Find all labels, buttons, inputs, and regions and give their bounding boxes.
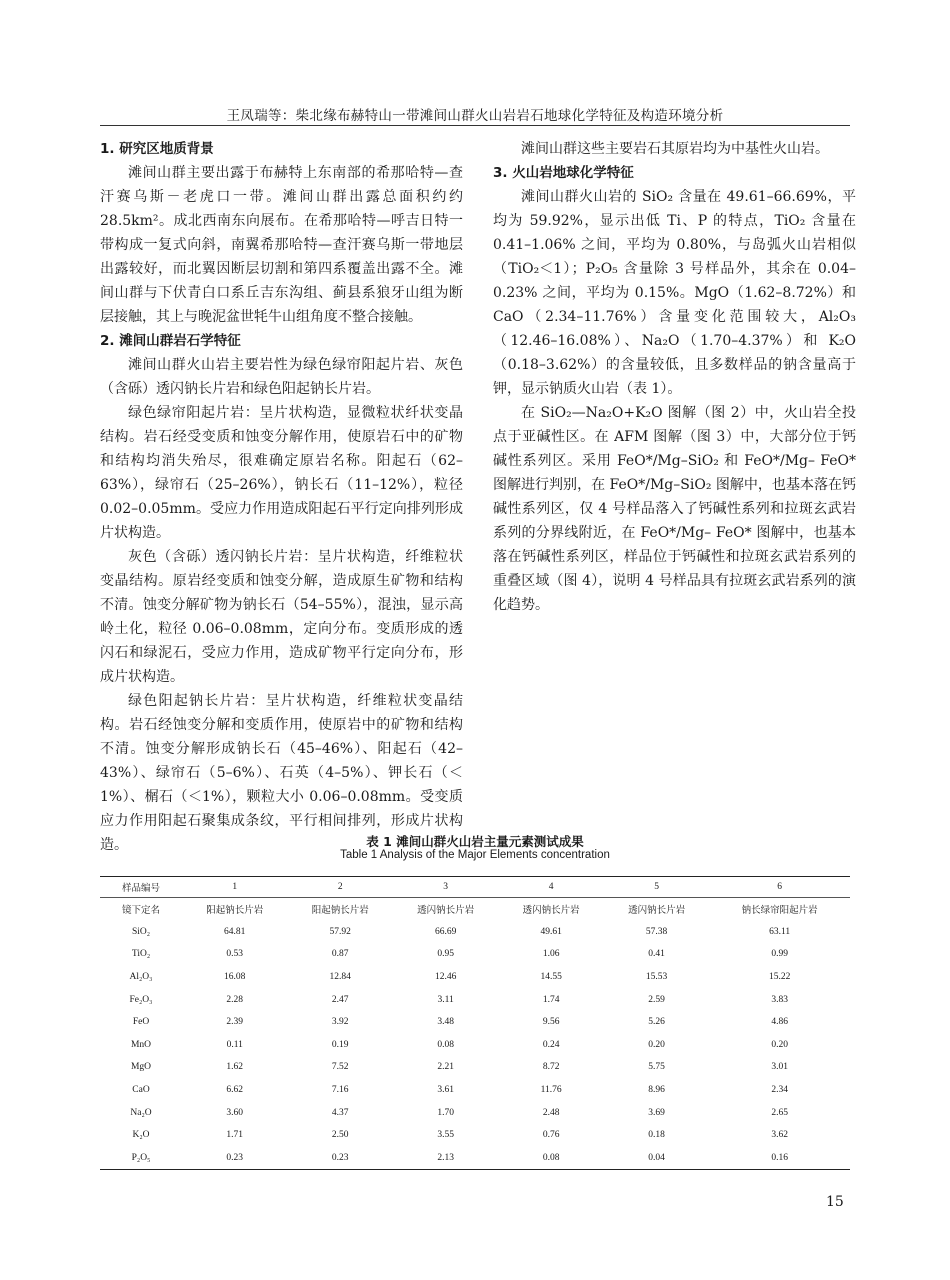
table-cell: 11.76 xyxy=(540,1085,562,1096)
table-cell: 64.81 xyxy=(224,926,246,937)
table-cell: 0.53 xyxy=(226,949,244,960)
table-cell: 3.83 xyxy=(771,994,788,1005)
table-cell: 0.08 xyxy=(498,1147,603,1170)
header-cell: 6 xyxy=(709,877,850,898)
table-cell: 7.16 xyxy=(331,1085,349,1096)
table-cell: 4.86 xyxy=(771,1017,788,1028)
table-cell: 0.19 xyxy=(331,1039,349,1050)
table-cell: 2.13 xyxy=(393,1147,498,1170)
table-cell: MgO xyxy=(130,1062,152,1073)
left-column xyxy=(100,137,463,857)
table-cell: 0.20 xyxy=(648,1039,665,1050)
table-cell: 0.99 xyxy=(771,949,788,960)
table-row xyxy=(100,966,850,989)
section-2-paragraph-3: 灰色（含砾）透闪钠长片岩：呈片状构造，纤维粒状变晶结构。原岩经变质和蚀变分解，造成原生矿物和结构不清。蚀变分解矿物为钠长石（54–55%），混浊，显示高岭土化，粒径 0.06–0.08mm，定向分布。变质形成的透闪石和绿泥石，受应力作用，造成矿物平行定向分布，形成片状构造。 xyxy=(100,549,463,685)
header-cell: 5 xyxy=(604,877,709,898)
table-cell: 7.52 xyxy=(331,1062,349,1073)
table-cell: 8.72 xyxy=(542,1062,560,1073)
table-cell: 12.84 xyxy=(329,972,351,983)
table-cell: Na₂O xyxy=(130,1107,152,1118)
table-row xyxy=(100,988,850,1011)
table-cell: 0.23 xyxy=(287,1147,392,1170)
table-cell: 透闪钠长片岩 xyxy=(628,906,686,917)
table-row xyxy=(100,1101,850,1124)
table-row xyxy=(100,921,850,944)
section-2-paragraph-5: 滩间山群这些主要岩石其原岩均为中基性火山岩。 xyxy=(521,141,829,157)
header-cell: 2 xyxy=(287,877,392,898)
table-row xyxy=(100,1011,850,1034)
table-row xyxy=(100,1079,850,1102)
running-header: 王凤瑞等：柴北缘布赫特山一带滩间山群火山岩岩石地球化学特征及构造环境分析 xyxy=(226,108,724,124)
section-1-paragraph: 滩间山群主要出露于布赫特上东南部的希那哈特—查汗赛乌斯－老虎口一带。滩间山群出露总面积约约 28.5km²。成北西南东向展布。在希那哈特—呼吉日特一带构成一复式向斜，南翼希那哈特—查汗赛乌斯一带地层出露较好，而北翼因断层切割和第四系覆盖出露不全。滩间山群与下伏青白口系丘吉东沟组、蓟县系狼牙山组为断层接触，其上与晚泥盆世牦牛山组角度不整合接触。 xyxy=(100,165,463,325)
table-cell: 2.59 xyxy=(648,994,665,1005)
table-cell: 0.95 xyxy=(437,949,454,960)
table-cell: 2.48 xyxy=(542,1107,560,1118)
table-cell: 16.08 xyxy=(224,972,246,983)
table-cell: SiO₂ xyxy=(131,926,151,937)
table-caption-chinese: 表 1 滩间山群火山岩主量元素测试成果 xyxy=(366,834,584,849)
header-cell: 3 xyxy=(393,877,498,898)
table-cell: 15.53 xyxy=(645,972,668,983)
table-row xyxy=(100,898,850,921)
table-cell: 2.21 xyxy=(437,1062,454,1073)
table-cell: 49.61 xyxy=(540,926,562,937)
table-cell: 3.62 xyxy=(771,1130,788,1141)
table-cell: 2.34 xyxy=(771,1085,788,1096)
table-cell: 57.38 xyxy=(645,926,668,937)
table-cell: MnO xyxy=(130,1039,152,1050)
table-row xyxy=(100,1124,850,1147)
table-caption-english: Table 1 Analysis of the Major Elements concentration xyxy=(340,849,610,861)
header-cell: 1 xyxy=(182,877,287,898)
table-cell: TiO₂ xyxy=(131,949,151,960)
table-cell: 0.18 xyxy=(648,1130,665,1141)
table-cell: 3.11 xyxy=(437,994,454,1005)
table-row xyxy=(100,1056,850,1079)
table-cell: K₂O xyxy=(132,1130,150,1141)
header-rule xyxy=(100,125,850,126)
table-cell: 2.65 xyxy=(771,1107,788,1118)
table-cell: 12.46 xyxy=(434,972,457,983)
table-cell: 0.24 xyxy=(542,1039,560,1050)
table-cell: 1.70 xyxy=(437,1107,454,1118)
table-cell: 14.55 xyxy=(540,972,562,983)
table-cell: 63.11 xyxy=(769,926,791,937)
section-2-heading: 2. 滩间山群岩石学特征 xyxy=(100,333,241,349)
table-cell: 5.75 xyxy=(648,1062,665,1073)
table-cell: CaO xyxy=(132,1085,150,1096)
table-cell: 2.50 xyxy=(331,1130,349,1141)
table-cell: P₂O₅ xyxy=(100,1147,182,1170)
table-cell: 0.23 xyxy=(182,1147,287,1170)
table-cell: 15.22 xyxy=(768,972,791,983)
table-cell: 0.41 xyxy=(648,949,665,960)
table-cell: 0.08 xyxy=(437,1039,454,1050)
table-cell: 4.37 xyxy=(331,1107,349,1118)
table-cell: 3.61 xyxy=(437,1085,454,1096)
table-cell: 3.92 xyxy=(331,1017,349,1028)
table-cell: 66.69 xyxy=(434,926,457,937)
table-cell: 3.55 xyxy=(437,1130,454,1141)
table-cell: 0.16 xyxy=(709,1147,850,1170)
table-cell: 0.20 xyxy=(771,1039,788,1050)
section-2-paragraph-2: 绿色绿帘阳起片岩：呈片状构造，显微粒状纤状变晶结构。岩石经受变质和蚀变分解作用，使原岩石中的矿物和结构均消失殆尽，很难确定原岩名称。阳起石（62–63%），绿帘石（25–26%），钠长石（11–12%），粒径 0.02–0.05mm。受应力作用造成阳起石平行定向排列形成片状构造。 xyxy=(100,405,463,541)
table-cell: 3.60 xyxy=(226,1107,244,1118)
table-cell: 2.28 xyxy=(226,994,244,1005)
table-cell: 0.87 xyxy=(331,949,349,960)
header-cell: 4 xyxy=(498,877,603,898)
table-cell: 8.96 xyxy=(648,1085,665,1096)
table-cell: 5.26 xyxy=(648,1017,665,1028)
table-cell: 3.01 xyxy=(771,1062,788,1073)
table-cell: 9.56 xyxy=(542,1017,560,1028)
table-header-row xyxy=(100,877,850,898)
section-3-heading: 3. 火山岩地球化学特征 xyxy=(493,165,634,181)
table-cell: 阳起钠长片岩 xyxy=(311,906,369,917)
table-cell: 阳起钠长片岩 xyxy=(206,906,264,917)
table-cell: 6.62 xyxy=(226,1085,244,1096)
table-cell: 0.11 xyxy=(226,1039,243,1050)
right-column xyxy=(493,137,856,617)
section-2-paragraph-4: 绿色阳起钠长片岩：呈片状构造，纤维粒状变晶结构。岩石经蚀变分解和变质作用，使原岩中的矿物和结构不清。蚀变分解形成钠长石（45–46%）、阳起石（42–43%）、绿帘石（5–6%）、石英（4–5%）、钾长石（＜1%）、榍石（＜1%），颗粒大小 0.06–0.08mm。受变质应力作用阳起石聚集成条纹，平行相间排列，形成片状构造。 xyxy=(100,693,463,853)
table-row xyxy=(100,943,850,966)
table-cell: Fe₂O₃ xyxy=(129,994,153,1005)
table-cell: 1.74 xyxy=(542,994,560,1005)
table-cell: 57.92 xyxy=(329,926,351,937)
section-3-paragraph-1: 滩间山群火山岩的 SiO₂ 含量在 49.61–66.69%，平均为 59.92%，显示出低 Ti、P 的特点，TiO₂ 含量在 0.41–1.06% 之间，平均为 0.80%，与岛弧火山岩相似（TiO₂＜1）；P₂O₅ 含量除 3 号样品外，其余在 0.04–0.23% 之间，平均为 0.15%。MgO（1.62–8.72%）和 CaO（2.34–11.76%）含量变化范围较大，Al₂O₃（12.46–16.08%）、Na₂O（1.70–4.37%）和 K₂O（0.18–3.62%）的含量较低，且多数样品的钠含量高于钾，显示钠质火山岩（表 1）。 xyxy=(493,189,856,397)
table-cell: FeO xyxy=(132,1017,150,1028)
table-row xyxy=(100,1034,850,1057)
table-cell: 镜下定名 xyxy=(121,906,160,917)
table-cell: 3.69 xyxy=(648,1107,665,1118)
table-cell: 0.76 xyxy=(542,1130,560,1141)
table-cell: 1.06 xyxy=(542,949,560,960)
table-cell: 3.48 xyxy=(437,1017,454,1028)
table-cell: 透闪钠长片岩 xyxy=(417,906,475,917)
table-cell: 1.71 xyxy=(226,1130,244,1141)
table-cell: Al₂O₃ xyxy=(129,972,153,983)
table-cell: 钠长绿帘阳起片岩 xyxy=(741,906,818,917)
section-3-paragraph-2: 在 SiO₂—Na₂O+K₂O 图解（图 2）中，火山岩全投点于亚碱性区。在 AFM 图解（图 3）中，大部分位于钙碱性系列区。采用 FeO*/Mg–SiO₂ 和 FeO*/Mg– FeO* 图解进行判别，在 FeO*/Mg–SiO₂ 图解中，也基本落在钙碱性系列区，仅 4 号样品落入了钙碱性系列和拉斑玄武岩系列的分界线附近，在 FeO*/Mg– FeO* 图解中，也基本落在钙碱性系列区，样品位于钙碱性和拉斑玄武岩系列的重叠区域（图 4），说明 4 号样品具有拉斑玄武岩系列的演化趋势。 xyxy=(493,405,856,613)
table-cell: 透闪钠长片岩 xyxy=(522,906,580,917)
table-cell: 0.04 xyxy=(604,1147,709,1170)
section-2-paragraph-1: 滩间山群火山岩主要岩性为绿色绿帘阳起片岩、灰色（含砾）透闪钠长片岩和绿色阳起钠长片岩。 xyxy=(100,357,463,397)
section-1-heading: 1. 研究区地质背景 xyxy=(100,141,214,157)
page-number: 15 xyxy=(826,1194,844,1210)
table-cell: 2.39 xyxy=(226,1017,244,1028)
table-row xyxy=(100,1147,850,1170)
major-elements-table xyxy=(100,876,850,1170)
header-cell: 样品编号 xyxy=(100,877,182,898)
table-cell: 1.62 xyxy=(226,1062,244,1073)
table-cell: 2.47 xyxy=(331,994,349,1005)
